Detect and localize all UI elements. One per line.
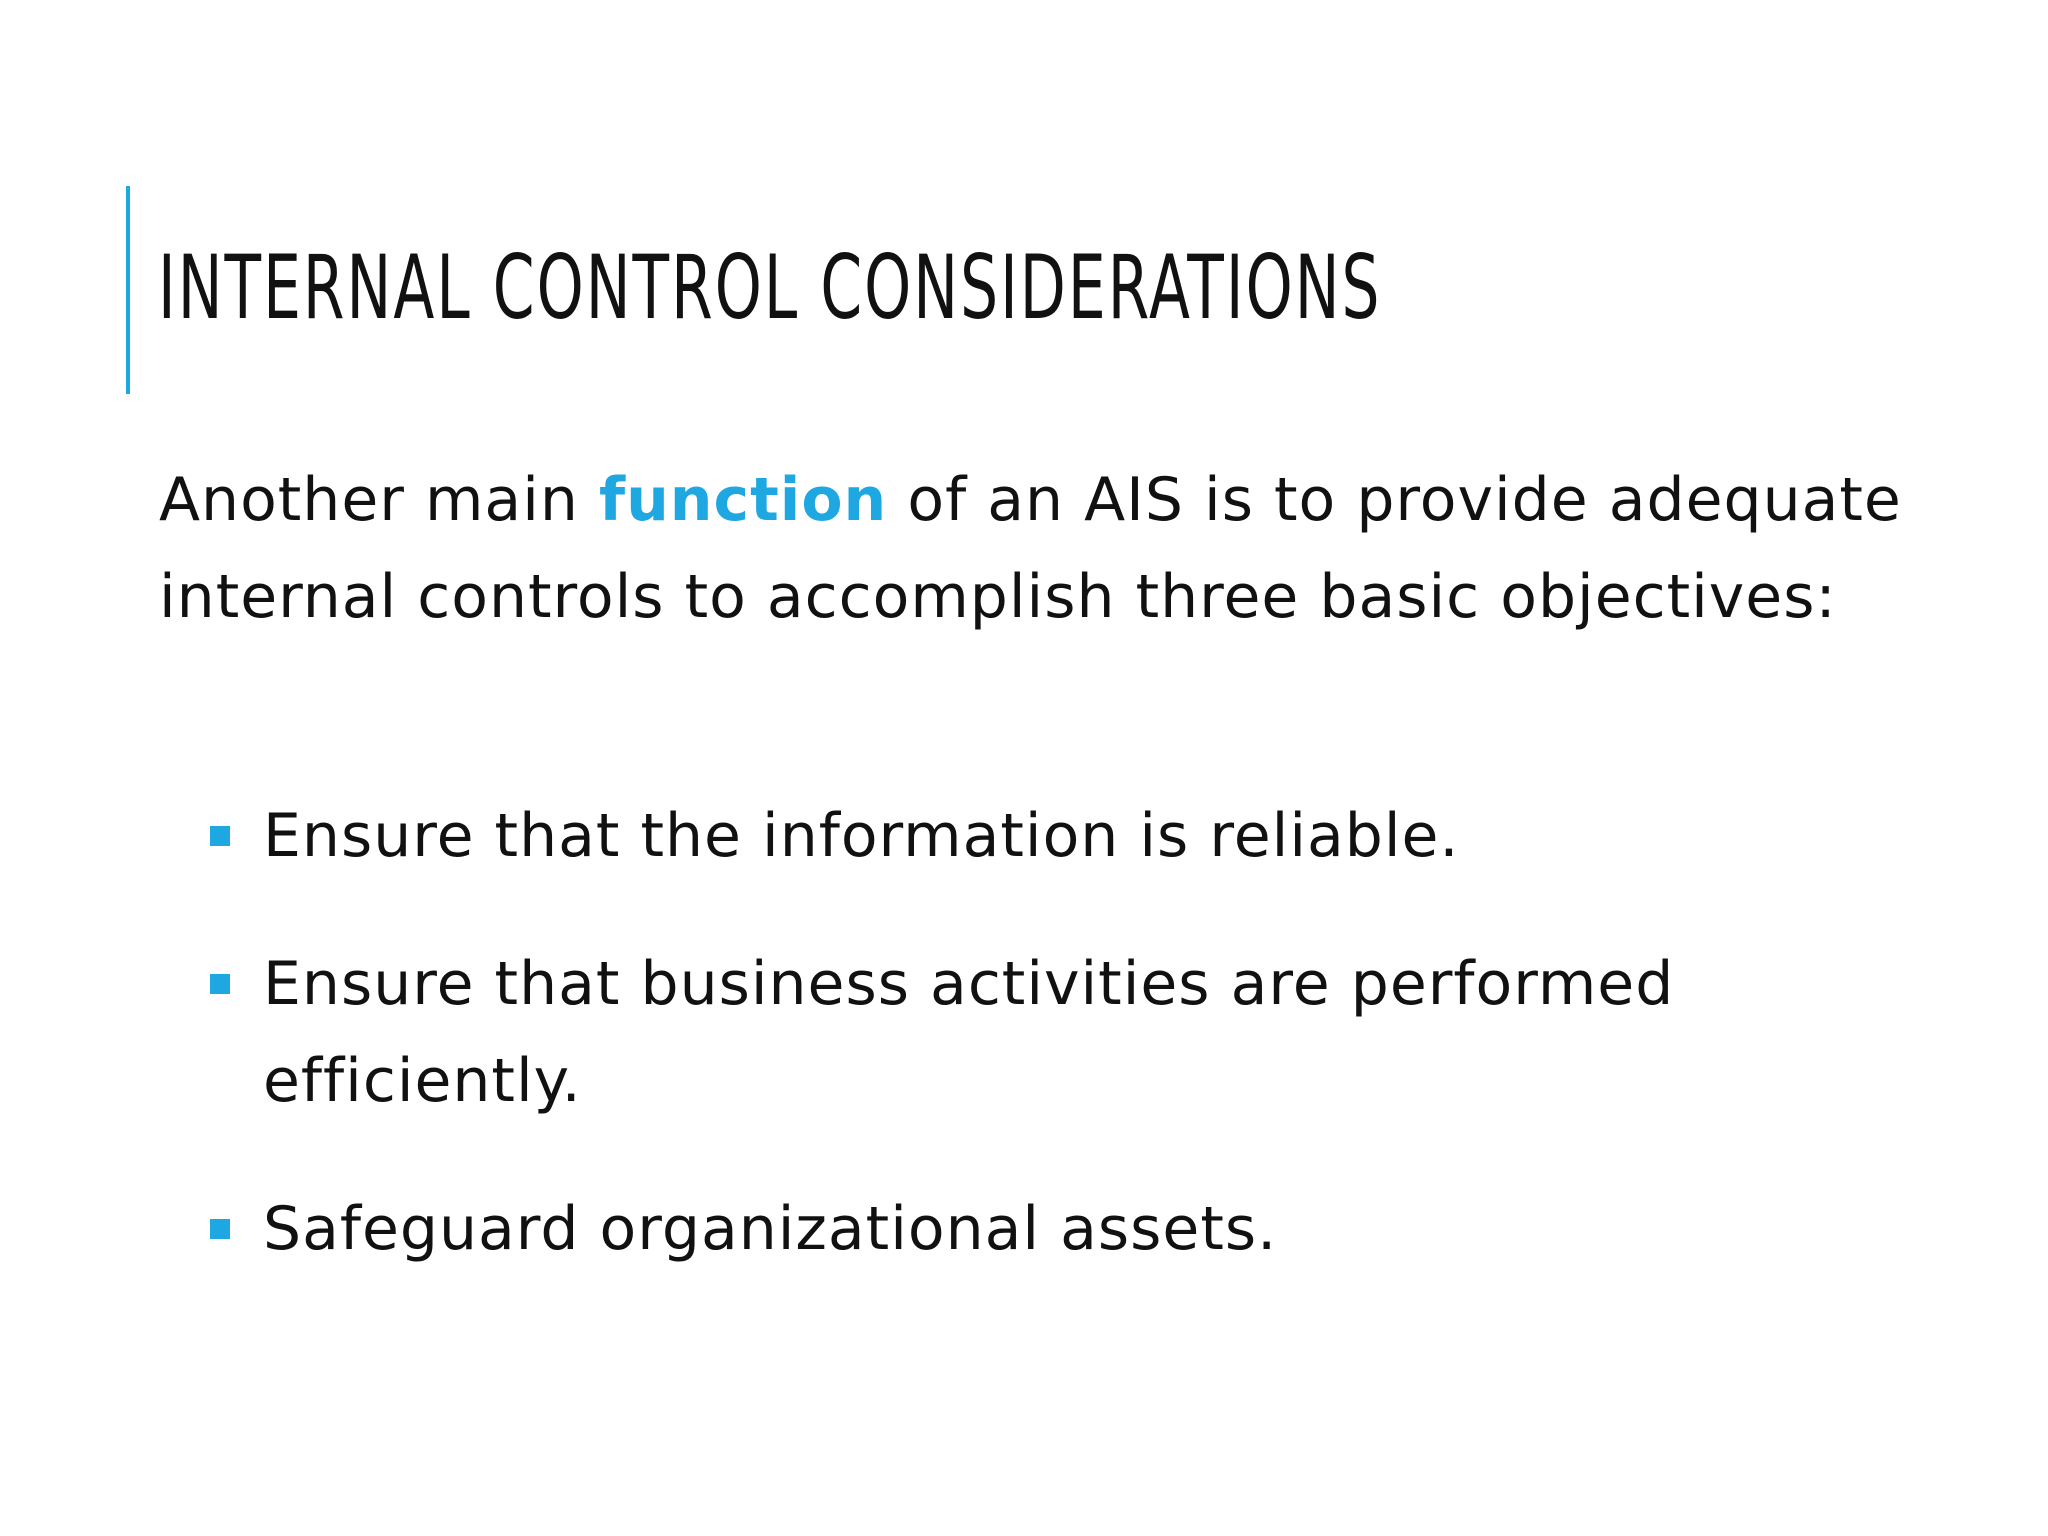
title-accent-bar [126, 186, 130, 394]
slide-title: INTERNAL CONTROL CONSIDERATIONS [158, 236, 1382, 339]
bullet-item [206, 788, 1906, 885]
bullet-text: Ensure that the information is reliable. [263, 801, 1460, 871]
square-bullet-icon [210, 974, 230, 994]
intro-text-start: Another main [159, 465, 599, 535]
highlighted-word: function [598, 465, 888, 535]
bullet-item [206, 1181, 1906, 1278]
bullet-text: Safeguard organizational assets. [263, 1194, 1278, 1264]
intro-text-end: of an AIS is to provide adequate internal controls to accomplish three basic objectives: [159, 465, 1902, 632]
bullet-text: Ensure that business activities are performed efficiently. [263, 949, 1675, 1116]
objectives-list [206, 788, 1906, 1329]
square-bullet-icon [210, 826, 230, 846]
bullet-item [206, 936, 1906, 1130]
square-bullet-icon [210, 1219, 230, 1239]
intro-paragraph [159, 452, 1919, 646]
